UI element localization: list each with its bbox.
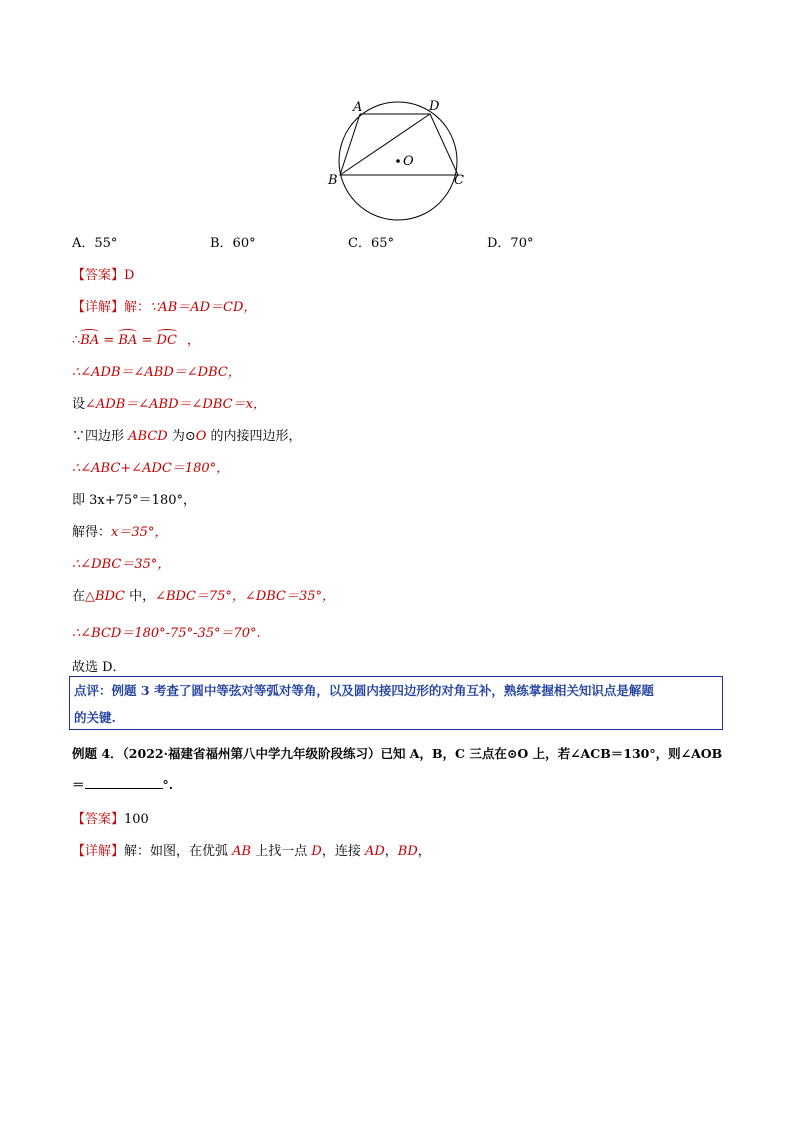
arc-ba-2-text: BA [118, 333, 138, 348]
diagonal-bd [340, 114, 430, 175]
detail-line-1 [72, 296, 256, 315]
line5-o: O [195, 429, 207, 444]
arc-dc-text: DC [156, 333, 177, 348]
label-o: O [403, 154, 414, 169]
arc-ba-1 [80, 333, 99, 348]
arc-mark-2 [118, 329, 137, 335]
example-4-degree: °. [162, 777, 174, 792]
solve-math: x＝35°， [111, 525, 168, 540]
detail-line-12: 故选 D． [72, 660, 126, 675]
detail-line-2 [72, 329, 200, 348]
detail-2-g: ， [384, 844, 398, 859]
angle-values: ∠BDC＝75°，∠DBC＝35°， [155, 589, 336, 604]
quadrilateral-abcd [340, 114, 458, 175]
answer-line-2 [72, 808, 149, 827]
therefore-symbol: ∴ [72, 333, 81, 348]
detail-line-5 [72, 425, 302, 444]
answer-tag: 【答案】 [72, 268, 125, 283]
label-d: D [429, 99, 440, 114]
detail-2-tag: 【详解】 [72, 844, 125, 859]
answer-line-1 [72, 264, 134, 283]
detail-line-6: ∴∠ABC+∠ADC＝180°， [72, 461, 230, 476]
arc-ba-1-text: BA [80, 333, 100, 348]
detail-2-line [72, 840, 431, 859]
detail-line-9: ∴∠DBC＝35°， [72, 557, 171, 572]
option-d: D．70° [487, 236, 534, 251]
triangle-bdc: △BDC [85, 589, 125, 604]
detail-2-ad: AD [364, 844, 385, 859]
detail-line-10 [72, 585, 335, 604]
line5-e: 的内接四边形， [206, 429, 302, 444]
detail-2-ab: AB [232, 844, 252, 859]
detail-line-11: ∴∠BCD＝180°-75°-35°＝70°. [72, 626, 261, 641]
comment-line-2: 的关键. [74, 710, 116, 725]
example-4-equals: ＝ [72, 777, 85, 792]
detail-2-i: ， [417, 844, 431, 859]
line5-abcd: ABCD [128, 429, 168, 444]
example-4-line-2 [72, 775, 173, 793]
solve-prefix: 解得： [72, 525, 112, 540]
answer-2-tag: 【答案】 [72, 812, 125, 827]
detail-line-7: 即 3x+75°＝180°， [72, 493, 196, 508]
line5-a: ∵四边形 [72, 429, 129, 444]
equals-2: = [137, 333, 157, 348]
detail-2-e: ，连接 [321, 844, 365, 859]
center-dot [396, 159, 400, 163]
equals-1: = [99, 333, 119, 348]
detail-line-8 [72, 521, 167, 540]
comment-box [69, 676, 723, 730]
label-a: A [353, 100, 363, 115]
in-prefix: 在 [72, 589, 86, 604]
detail-line-3: ∴∠ADB＝∠ABD＝∠DBC， [72, 365, 241, 380]
label-b: B [328, 173, 338, 188]
detail-prefix: 解： [124, 300, 151, 315]
answer-blank [85, 776, 163, 789]
detail-tag: 【详解】 [72, 300, 125, 315]
label-c: C [454, 173, 464, 188]
arc-mark-3 [157, 329, 177, 335]
arc-dc [157, 333, 177, 348]
answer-value: D [124, 268, 135, 283]
detail-math-1: ∵AB＝AD＝CD， [150, 300, 257, 315]
line5-c: 为⊙ [167, 429, 196, 444]
let-prefix: 设 [72, 397, 86, 412]
circle-figure [320, 95, 480, 225]
option-c: C．65° [348, 236, 394, 251]
answer-2-value: 100 [124, 812, 149, 827]
detail-2-c: 上找一点 [251, 844, 312, 859]
arc-ba-2 [118, 333, 137, 348]
option-a: A．55° [72, 236, 118, 251]
comment-line-1: 点评：例题 3 考查了圆中等弦对等弧对等角，以及圆内接四边形的对角互补，熟练掌握相关知识点是解题 [74, 683, 654, 698]
detail-2-d: D [311, 844, 322, 859]
detail-2-bd: BD [397, 844, 418, 859]
arc-mark-1 [80, 329, 99, 335]
example-4-line-1: 例题 4．（2022·福建省福州第八中学九年级阶段练习）已知 A，B，C 三点在⊙O 上，若∠ACB＝130°，则∠AOB [72, 746, 723, 761]
option-b: B．60° [210, 236, 256, 251]
detail-2-a: 解：如图，在优弧 [124, 844, 233, 859]
let-math: ∠ADB＝∠ABD＝∠DBC＝x， [85, 397, 266, 412]
in-middle: 中， [124, 589, 156, 604]
comma-1: ， [186, 333, 200, 348]
detail-line-4 [72, 393, 266, 412]
